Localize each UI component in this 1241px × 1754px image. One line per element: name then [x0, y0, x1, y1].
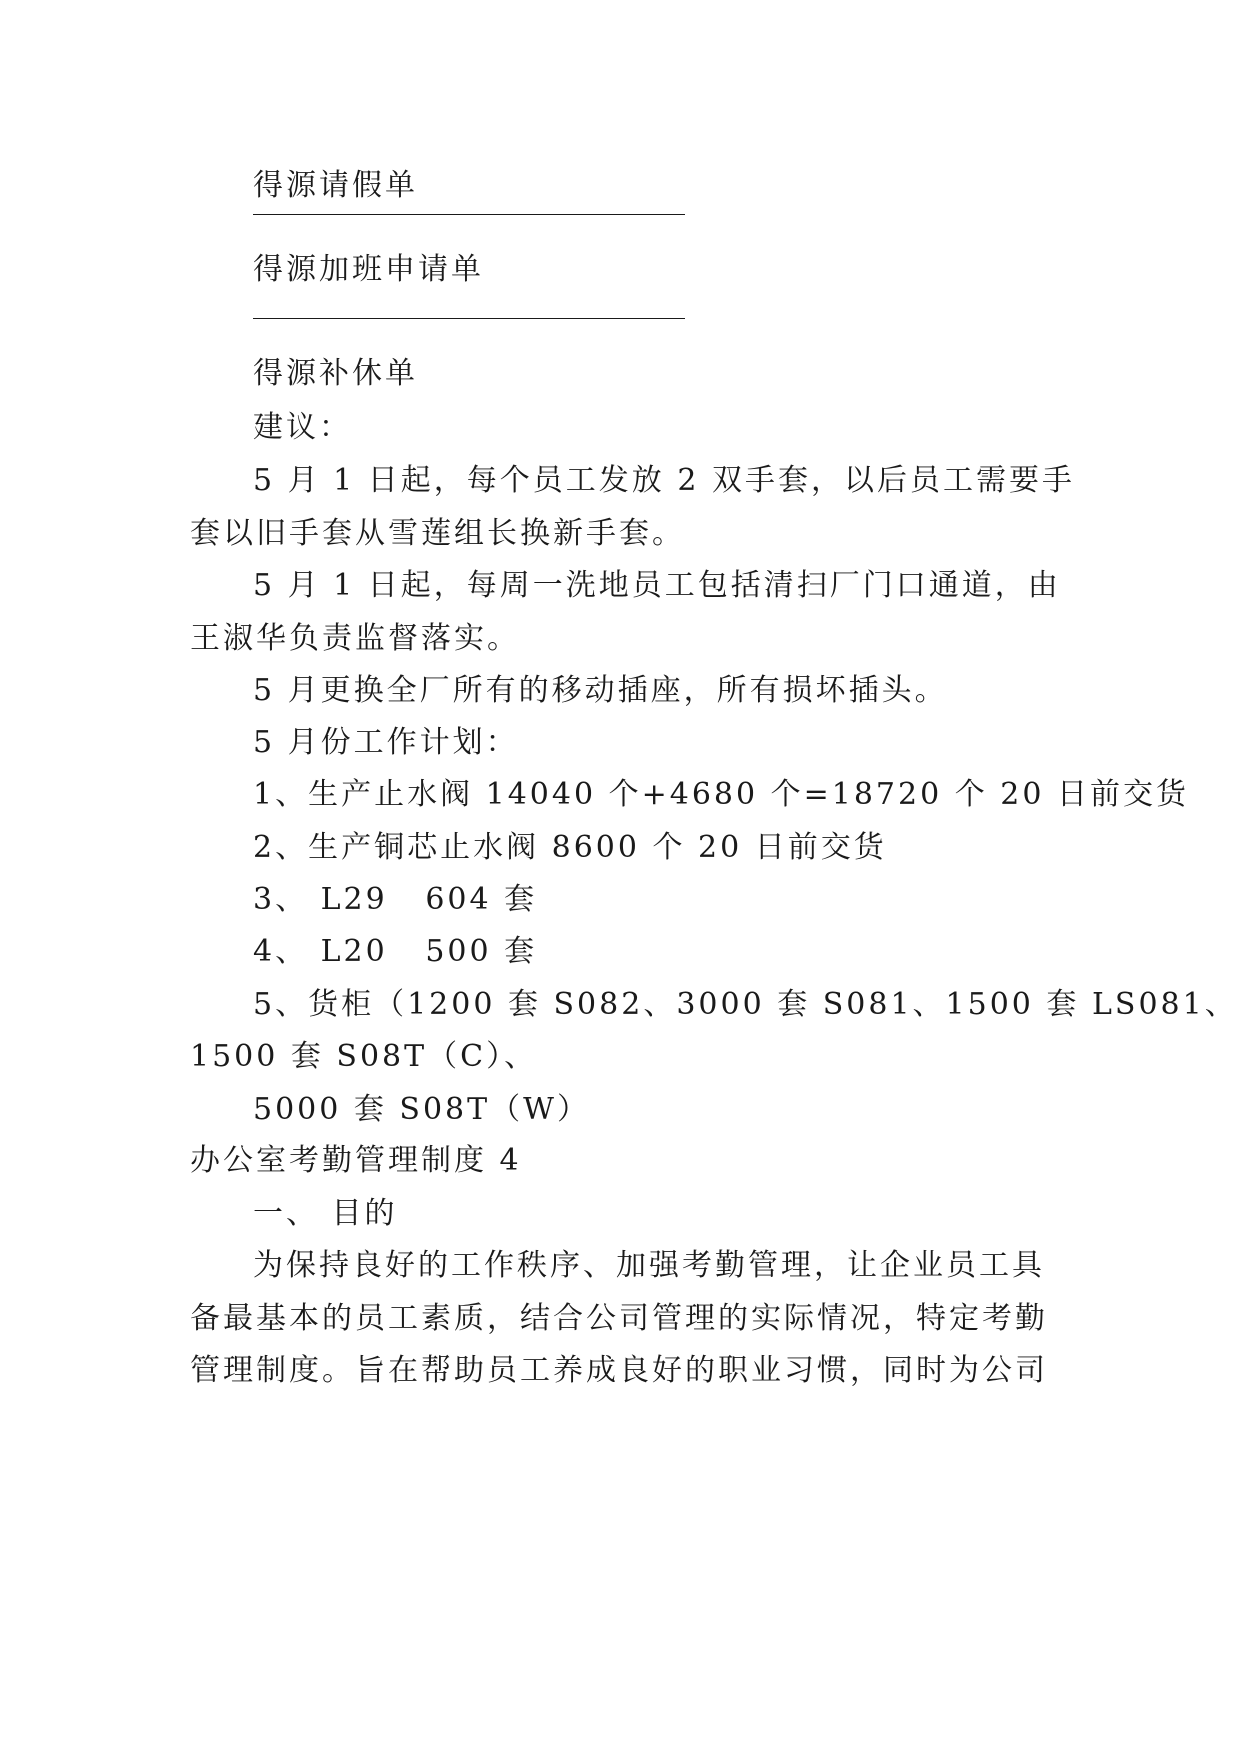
paragraph-line: 套以旧手套从雪莲组长换新手套。: [190, 516, 685, 551]
suggestion-heading: 建议：: [253, 410, 352, 445]
plan-item: 5、货柜（1200 套 S082、3000 套 S081、1500 套 LS081、: [253, 987, 1238, 1022]
plan-item: 1、生产止水阀 14040 个+4680 个=18720 个 20 日前交货: [253, 777, 1189, 812]
compensatory-leave-line: 得源补休单: [253, 356, 418, 391]
paragraph-line: 为保持良好的工作秩序、加强考勤管理，让企业员工具: [253, 1248, 1045, 1283]
overtime-form-line: 得源加班申请单: [253, 252, 484, 287]
plan-item-continuation: 5000 套 S08T（W）: [253, 1092, 590, 1127]
paragraph-line: 管理制度。旨在帮助员工养成良好的职业习惯，同时为公司: [190, 1353, 1048, 1388]
paragraph-line: 5 月更换全厂所有的移动插座，所有损坏插头。: [253, 673, 948, 708]
plan-item: 4、 L20 500 套: [253, 934, 538, 969]
paragraph-line: 5 月 1 日起，每个员工发放 2 双手套，以后员工需要手: [253, 463, 1075, 498]
plan-item: 2、生产铜芯止水阀 8600 个 20 日前交货: [253, 830, 887, 865]
signature-rule: [253, 318, 685, 319]
section-title: 办公室考勤管理制度 4: [190, 1143, 522, 1178]
plan-item: 3、 L29 604 套: [253, 882, 538, 917]
plan-item-continuation: 1500 套 S08T（C）、: [190, 1039, 538, 1074]
paragraph-line: 5 月 1 日起，每周一洗地员工包括清扫厂门口通道，由: [253, 568, 1061, 603]
paragraph-line: 备最基本的员工素质，结合公司管理的实际情况，特定考勤: [190, 1301, 1048, 1336]
subsection-heading: 一、 目的: [253, 1196, 398, 1231]
paragraph-line: 王淑华负责监督落实。: [190, 621, 520, 656]
leave-form-line: 得源请假单: [253, 168, 418, 203]
signature-rule: [253, 214, 685, 215]
work-plan-heading: 5 月份工作计划：: [253, 725, 519, 760]
